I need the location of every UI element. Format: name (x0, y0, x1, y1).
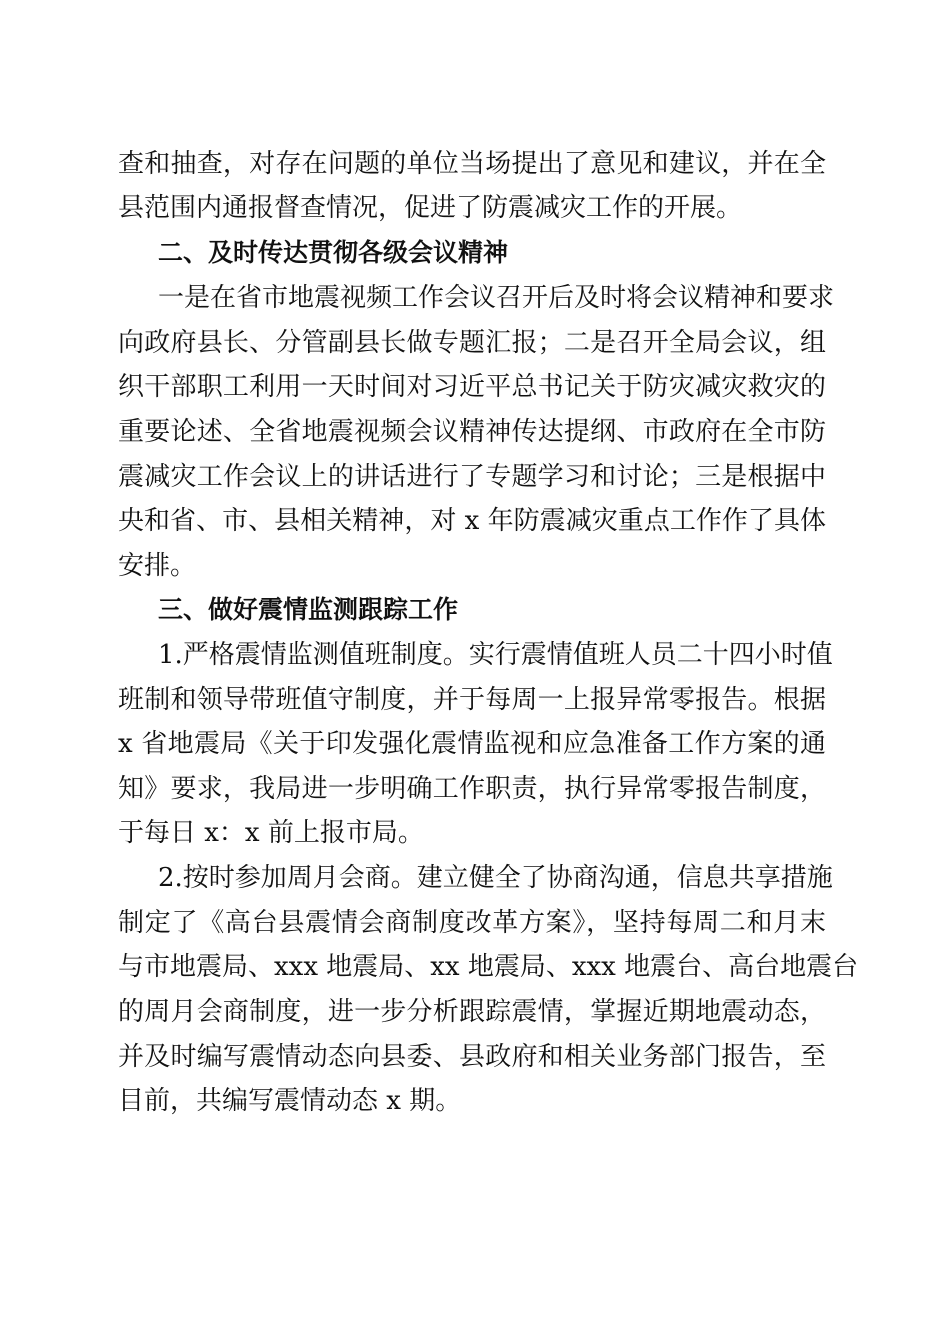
section-heading: 二、及时传达贯彻各级会议精神 (158, 238, 509, 267)
paragraph-line: 2.按时参加周月会商。建立健全了协商沟通，信息共享措施 (158, 863, 833, 893)
paragraph-line: 目前，共编写震情动态 x 期。 (118, 1086, 462, 1116)
paragraph-line: 知》要求，我局进一步明确工作职责，执行异常零报告制度， (118, 774, 826, 804)
paragraph-line: 央和省、市、县相关精神，对 x 年防震减灾重点工作作了具体 (118, 506, 826, 536)
section-heading: 三、做好震情监测跟踪工作 (158, 595, 459, 624)
paragraph-line: 1.严格震情监测值班制度。实行震情值班人员二十四小时值 (158, 640, 833, 670)
paragraph-line: 一是在省市地震视频工作会议召开后及时将会议精神和要求 (158, 283, 835, 313)
paragraph-line: 班制和领导带班值守制度，并于每周一上报异常零报告。根据 (118, 685, 826, 715)
paragraph-line: x 省地震局《关于印发强化震情监视和应急准备工作方案的通 (118, 729, 826, 759)
paragraph-line: 与市地震局、xxx 地震局、xx 地震局、xxx 地震台、高台地震台 (118, 952, 859, 982)
paragraph-line: 查和抽查，对存在问题的单位当场提出了意见和建议，并在全 (118, 149, 826, 179)
paragraph-line: 的周月会商制度，进一步分析跟踪震情，掌握近期地震动态， (118, 997, 826, 1027)
paragraph-line: 于每日 x：x 前上报市局。 (118, 818, 424, 848)
paragraph-line: 制定了《高台县震情会商制度改革方案》，坚持每周二和月末 (118, 908, 826, 938)
paragraph-line: 震减灾工作会议上的讲话进行了专题学习和讨论；三是根据中 (118, 462, 826, 492)
paragraph-line: 织干部职工利用一天时间对习近平总书记关于防灾减灾救灾的 (118, 372, 826, 402)
paragraph-line: 重要论述、全省地震视频会议精神传达提纲、市政府在全市防 (118, 417, 826, 447)
paragraph-line: 安排。 (118, 551, 197, 581)
paragraph-line: 向政府县长、分管副县长做专题汇报；二是召开全局会议，组 (118, 328, 826, 358)
paragraph-line: 并及时编写震情动态向县委、县政府和相关业务部门报告，至 (118, 1042, 826, 1072)
paragraph-line: 县范围内通报督查情况，促进了防震减灾工作的开展。 (118, 193, 743, 223)
